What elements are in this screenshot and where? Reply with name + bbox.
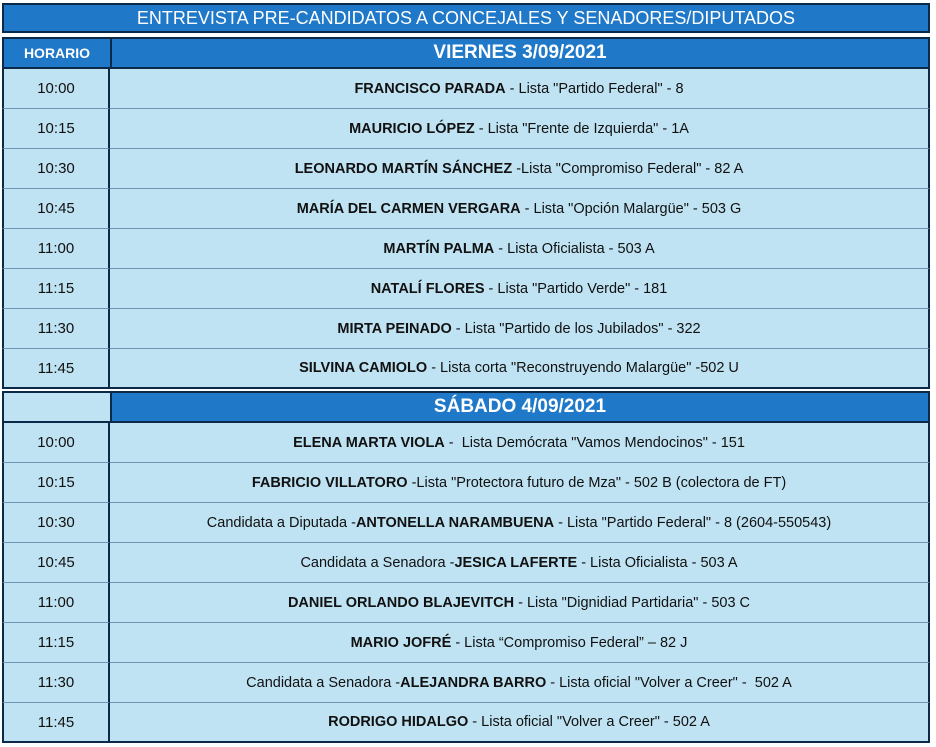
- candidate-name: DANIEL ORLANDO BLAJEVITCH: [287, 594, 515, 611]
- candidate-name: LEONARDO MARTÍN SÁNCHEZ: [294, 160, 513, 177]
- candidate-name: ANTONELLA NARAMBUENA: [355, 514, 555, 531]
- candidate-cell: [110, 663, 930, 703]
- time-cell: 10:00: [2, 423, 110, 463]
- candidate-list: -Lista "Protectora futuro de Mza" - 502 B (colectora de FT): [407, 474, 787, 491]
- candidate-cell: [110, 309, 930, 349]
- schedule-row: [2, 663, 930, 703]
- candidate-list: - Lista Oficialista - 503 A: [494, 240, 655, 257]
- candidate-list: - Lista "Partido Federal" - 8 (2604-550543): [554, 514, 832, 531]
- candidate-list: - Lista “Compromiso Federal” – 82 J: [451, 634, 688, 651]
- schedule-row: [2, 463, 930, 503]
- time-cell: 10:00: [2, 69, 110, 109]
- candidate-cell: [110, 543, 930, 583]
- candidate-list: -Lista "Compromiso Federal" - 82 A: [512, 160, 744, 177]
- day-header-row: [2, 37, 930, 69]
- time-cell: 10:45: [2, 189, 110, 229]
- candidate-name: RODRIGO HIDALGO: [328, 714, 469, 730]
- schedule-row: [2, 703, 930, 743]
- time-cell: 11:15: [2, 269, 110, 309]
- candidate-prefix: Candidata a Diputada -: [206, 514, 356, 531]
- candidate-name: MIRTA PEINADO: [337, 320, 452, 337]
- schedule-row: [2, 349, 930, 389]
- candidate-list: - Lista Demócrata "Vamos Mendocinos" - 151: [444, 434, 745, 451]
- candidate-name: ELENA MARTA VIOLA: [293, 434, 445, 451]
- time-cell: 10:15: [2, 463, 110, 503]
- candidate-name: MAURICIO LÓPEZ: [349, 120, 475, 137]
- day-header: VIERNES 3/09/2021: [110, 37, 930, 69]
- candidate-name: JESICA LAFERTE: [454, 554, 578, 571]
- candidate-cell: [110, 703, 930, 743]
- schedule-row: [2, 503, 930, 543]
- candidate-cell: [110, 109, 930, 149]
- candidate-list: - Lista corta "Reconstruyendo Malargüe" -502 U: [427, 360, 739, 376]
- time-column-header-empty: [2, 391, 110, 423]
- candidate-cell: [110, 269, 930, 309]
- candidate-prefix: Candidata a Senadora -: [246, 674, 401, 691]
- time-cell: 11:45: [2, 703, 110, 743]
- time-cell: 10:45: [2, 543, 110, 583]
- schedule-row: [2, 309, 930, 349]
- schedule-row: [2, 423, 930, 463]
- candidate-list: - Lista oficial "Volver a Creer" - 502 A: [546, 674, 792, 691]
- time-cell: 11:30: [2, 663, 110, 703]
- schedule-row: [2, 109, 930, 149]
- time-cell: 11:00: [2, 583, 110, 623]
- candidate-cell: [110, 423, 930, 463]
- candidate-list: - Lista "Frente de Izquierda" - 1A: [474, 120, 689, 137]
- candidate-cell: [110, 69, 930, 109]
- candidate-name: FRANCISCO PARADA: [354, 80, 506, 97]
- candidate-list: - Lista "Partido de los Jubilados" - 322: [451, 320, 701, 337]
- time-cell: 11:00: [2, 229, 110, 269]
- candidate-list: - Lista oficial "Volver a Creer" - 502 A: [468, 714, 710, 730]
- candidate-list: - Lista "Opción Malargüe" - 503 G: [520, 200, 742, 217]
- candidate-cell: [110, 623, 930, 663]
- candidate-cell: [110, 149, 930, 189]
- candidate-list: - Lista "Partido Verde" - 181: [484, 280, 668, 297]
- candidate-name: ALEJANDRA BARRO: [400, 674, 547, 691]
- candidate-name: MARIO JOFRÉ: [350, 634, 452, 651]
- time-cell: 11:30: [2, 309, 110, 349]
- candidate-name: MARTÍN PALMA: [383, 240, 495, 257]
- candidate-list: - Lista Oficialista - 503 A: [577, 554, 738, 571]
- schedule-row: [2, 189, 930, 229]
- schedule-row: [2, 269, 930, 309]
- day-header-row: [2, 391, 930, 423]
- schedule-row: [2, 229, 930, 269]
- schedule-row: [2, 623, 930, 663]
- candidate-name: SILVINA CAMIOLO: [299, 360, 428, 376]
- candidate-list: - Lista "Partido Federal" - 8: [505, 80, 684, 97]
- candidate-list: - Lista "Dignidiad Partidaria" - 503 C: [514, 594, 751, 611]
- candidate-name: MARÍA DEL CARMEN VERGARA: [296, 200, 521, 217]
- time-cell: 10:30: [2, 149, 110, 189]
- day-header: SÁBADO 4/09/2021: [110, 391, 930, 423]
- page-title: ENTREVISTA PRE-CANDIDATOS A CONCEJALES Y SENADORES/DIPUTADOS: [2, 3, 930, 33]
- time-cell: 11:45: [2, 349, 110, 389]
- candidate-cell: [110, 583, 930, 623]
- candidate-cell: [110, 229, 930, 269]
- candidate-prefix: Candidata a Senadora -: [300, 554, 455, 571]
- schedule-row: [2, 149, 930, 189]
- candidate-name: FABRICIO VILLATORO: [251, 474, 408, 491]
- time-cell: 10:15: [2, 109, 110, 149]
- time-cell: 11:15: [2, 623, 110, 663]
- schedule-row: [2, 69, 930, 109]
- candidate-cell: [110, 189, 930, 229]
- candidate-cell: [110, 463, 930, 503]
- schedule-row: [2, 543, 930, 583]
- candidate-name: NATALÍ FLORES: [370, 280, 485, 297]
- candidate-cell: [110, 503, 930, 543]
- time-cell: 10:30: [2, 503, 110, 543]
- schedule-row: [2, 583, 930, 623]
- candidate-cell: [110, 349, 930, 389]
- time-column-header: HORARIO: [2, 37, 110, 69]
